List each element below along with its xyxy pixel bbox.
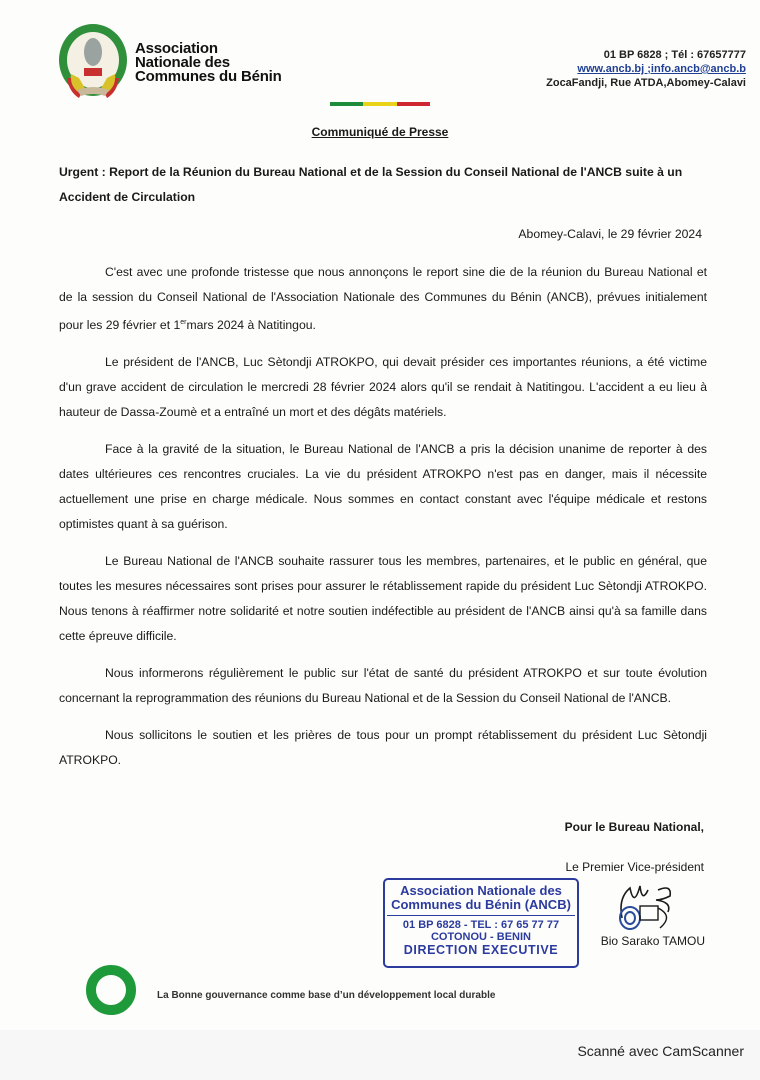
paragraph: Face à la gravité de la situation, le Bureau National de l'ANCB a pris la décision unanime de reporter à des dates ultérieures ces rencontres cruciales. La vie du président ATROKPO n'est pas en danger, mais il nécessite actuellement une prise en charge médicale. Nous sommes en contact constant avec l'équipe médicale et restons optimistes quant à sa guérison.	[59, 442, 707, 532]
signer-role: Le Premier Vice-président	[565, 860, 704, 874]
national-colors-divider	[330, 102, 430, 106]
flag-stripe-red	[397, 102, 430, 106]
signer-name: Bio Sarako TAMOU	[600, 934, 705, 948]
organization-name	[135, 42, 282, 84]
paragraph: Le Bureau National de l'ANCB souhaite rassurer tous les membres, partenaires, et le public en général, que toutes les mesures nécessaires sont prises pour assurer le rétablissement rapide du président Luc Sètondji ATROKPO. Nous tenons à réaffirmer notre solidarité et notre soutien indéfectible au président de l'ANCB ainsi qu'à sa famille dans cette épreuve difficile.	[59, 554, 707, 644]
stamp-line: 01 BP 6828 - TEL : 67 65 77 77	[402, 919, 560, 931]
stamp-line: DIRECTION EXECUTIVE	[403, 943, 559, 957]
official-stamp	[383, 878, 579, 968]
paragraph-text: mars 2024 à Natitingou.	[186, 318, 316, 333]
contact-phone: 01 BP 6828 ; Tél : 67657777	[603, 49, 746, 61]
org-name-line: Association	[135, 40, 218, 57]
document-title: Communiqué de Presse	[311, 125, 449, 139]
paragraph: Nous informerons régulièrement le public sur l'état de santé du président ATROKPO et sur toute évolution concernant la reprogrammation des réunions du Bureau National et de la Session du Conseil National de l'ANCB.	[59, 666, 707, 706]
paragraph	[59, 260, 707, 338]
green-ring-icon	[86, 965, 136, 1015]
camscanner-watermark: Scanné avec CamScanner	[577, 1043, 744, 1059]
flag-stripe-yellow	[363, 102, 396, 106]
contact-address: ZocaFandji, Rue ATDA,Abomey-Calavi	[546, 77, 746, 89]
place-date: Abomey-Calavi, le 29 février 2024	[518, 227, 702, 241]
document-body	[59, 260, 707, 785]
stamp-line: Communes du Bénin (ANCB)	[387, 898, 575, 916]
ancb-logo-icon	[57, 22, 129, 102]
superscript: er	[180, 319, 187, 326]
closing-line: Pour le Bureau National,	[564, 820, 704, 834]
handwritten-signature-icon	[612, 878, 682, 933]
document-subject: Urgent : Report de la Réunion du Bureau National et de la Session du Conseil National de l'ANCB suite à un Accident de Circulation	[59, 165, 683, 204]
stamp-line: COTONOU - BENIN	[430, 931, 532, 943]
org-name-line: Nationale des	[135, 54, 230, 71]
contact-block	[546, 48, 746, 90]
paragraph-text: C'est avec une profonde tristesse que nous annonçons le report sine die de la réunion du Bureau National et de la session du Conseil National de l'Association Nationale des Communes du Bénin (ANCB), prévues initialement pour les 29 février et 1	[59, 265, 707, 333]
flag-stripe-green	[330, 102, 363, 106]
paragraph: Le président de l'ANCB, Luc Sètondji ATROKPO, qui devait présider ces importantes réunions, a été victime d'un grave accident de circulation le mercredi 28 février 2024 alors qu'il se rendait à Natitingou. L'accident a eu lieu à hauteur de Dassa-Zoumè et a entraîné un mort et des dégâts matériels.	[59, 355, 707, 420]
stamp-line: Association Nationale des	[400, 883, 562, 898]
paragraph: Nous sollicitons le soutien et les prières de tous pour un prompt rétablissement du président Luc Sètondji ATROKPO.	[59, 728, 707, 768]
footer-motto: La Bonne gouvernance comme base d’un développement local durable	[157, 990, 496, 1001]
org-name-line: Communes du Bénin	[135, 68, 282, 85]
contact-web-email[interactable]: www.ancb.bj ;info.ancb@ancb.b	[577, 63, 746, 75]
